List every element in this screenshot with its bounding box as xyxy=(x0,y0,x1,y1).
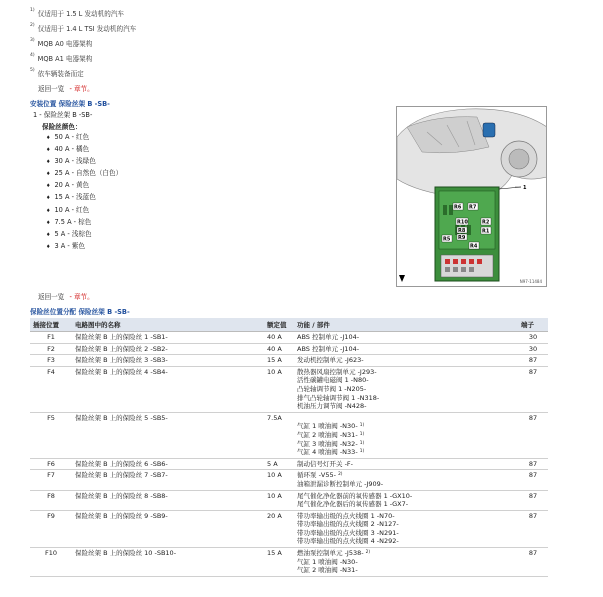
function-text: 尾气催化净化器前的氧传感器 1 -GX10- xyxy=(297,491,413,500)
cell-funcs xyxy=(294,366,518,412)
function-text: 尾气催化净化器后的氧传感器 1 -GX7- xyxy=(297,500,409,509)
function-line xyxy=(297,471,515,480)
cell-name: 保险丝架 B 上的保险丝 5 -SB5- xyxy=(72,412,264,458)
cell-rating: 40 A xyxy=(264,343,294,355)
function-text: 制动信号灯开关 -F- xyxy=(297,459,353,468)
cell-pos: F4 xyxy=(30,366,72,412)
back-to-overview-2 xyxy=(38,291,94,301)
function-text: 循环泵 -V55- xyxy=(297,471,336,480)
fuse-color-item: ♦ 50 A - 红色 xyxy=(46,132,122,144)
function-line xyxy=(297,333,515,342)
footnote-ref: 1) xyxy=(359,431,365,437)
cell-pos: F1 xyxy=(30,332,72,344)
cell-term: 87 xyxy=(518,548,548,577)
cell-rating: 15 A xyxy=(264,355,294,367)
function-line xyxy=(297,345,515,354)
cell-name: 保险丝架 B 上的保险丝 6 -SB6- xyxy=(72,458,264,470)
cell-funcs xyxy=(294,343,518,355)
function-text: 气缸 2 喷油阀 -N31- xyxy=(297,430,358,439)
function-line xyxy=(297,549,515,558)
table-row xyxy=(30,490,548,510)
function-text: ABS 控制单元 -J104- xyxy=(297,333,360,341)
function-text: 气缸 1 喷油阀 -N30- xyxy=(297,422,358,431)
cell-pos: F5 xyxy=(30,412,72,458)
function-line xyxy=(297,492,515,501)
fuse-color-item: ♦ 20 A - 黄色 xyxy=(46,180,122,192)
cell-term: 87 xyxy=(518,458,548,470)
table-row xyxy=(30,355,548,367)
cell-funcs xyxy=(294,332,518,344)
cell-pos: F6 xyxy=(30,458,72,470)
cell-term: 30 xyxy=(518,343,548,355)
function-text: 气缸 1 喷油阀 -N30- xyxy=(297,557,358,566)
function-text: 机油压力调节阀 -N428- xyxy=(297,402,367,411)
fuse-color-item: ♦ 10 A - 红色 xyxy=(46,205,122,217)
function-text: 散热器风扇控制单元 -J293- xyxy=(297,367,377,376)
cell-name: 保险丝架 B 上的保险丝 1 -SB1- xyxy=(72,332,264,344)
fuse-label-r5: R5 xyxy=(443,236,451,243)
cell-funcs xyxy=(294,470,518,490)
function-line xyxy=(297,422,515,431)
col-name: 电路图中的名称 xyxy=(72,318,264,332)
function-text: 燃油泵控制单元 -J538- xyxy=(297,549,364,558)
cell-rating: 10 A xyxy=(264,470,294,490)
cell-pos: F10 xyxy=(30,548,72,577)
fuse-label-r2: R2 xyxy=(482,219,490,226)
function-line xyxy=(297,500,515,509)
function-line xyxy=(297,566,515,575)
fuse-label-r7: R7 xyxy=(469,204,477,211)
function-line xyxy=(297,376,515,385)
table-row xyxy=(30,458,548,470)
cell-term: 87 xyxy=(518,470,548,490)
col-terminal: 端子 xyxy=(518,318,548,332)
footnote-4: $^{4)}$ MQB A1 电器架构 xyxy=(30,53,93,63)
cell-funcs xyxy=(294,510,518,547)
function-text: 排气凸轮轴调节阀 1 -N318- xyxy=(297,393,380,402)
function-text: 带功率输出级的点火线圈 4 -N292- xyxy=(297,537,399,546)
footnote-3: $^{3)}$ MQB A0 电器架构 xyxy=(30,38,93,48)
cell-name: 保险丝架 B 上的保险丝 2 -SB2- xyxy=(72,343,264,355)
footnote-ref: 2) xyxy=(338,472,343,478)
fuse-box-figure xyxy=(396,106,547,287)
fuse-color-item: ♦ 30 A - 浅绿色 xyxy=(46,156,122,168)
install-heading: 安装位置 保险丝架 B -SB- xyxy=(30,100,110,108)
fuse-label-r4: R4 xyxy=(470,243,478,250)
cell-pos: F8 xyxy=(30,490,72,510)
function-text: 带功率输出级的点火线圈 2 -N127- xyxy=(297,520,399,529)
install-sub-item: 1 - 保险丝架 B -SB- xyxy=(33,111,93,119)
fuse-color-item: ♦ 3 A - 紫色 xyxy=(46,241,122,253)
function-text: 带功率输出级的点火线圈 3 -N291- xyxy=(297,528,399,537)
function-line xyxy=(297,520,515,529)
function-line xyxy=(297,512,515,521)
fuse-color-list xyxy=(46,132,122,253)
function-line xyxy=(297,402,515,411)
function-text: 油箱泄漏诊断控制单元 -J909- xyxy=(297,479,384,488)
cell-name: 保险丝架 B 上的保险丝 3 -SB3- xyxy=(72,355,264,367)
cell-pos: F7 xyxy=(30,470,72,490)
cell-pos: F9 xyxy=(30,510,72,547)
function-line xyxy=(297,537,515,546)
function-text: 气缸 3 喷油阀 -N32- xyxy=(297,439,358,448)
distribution-heading: 保险丝位置分配 保险丝架 B -SB- xyxy=(30,308,130,316)
chapter-link[interactable]: - 章节。 xyxy=(69,85,94,93)
function-text: 凸轮轴调节阀 1 -N205- xyxy=(297,384,367,393)
cell-rating: 10 A xyxy=(264,366,294,412)
function-text: 气缸 4 喷油阀 -N33- xyxy=(297,448,358,457)
function-text: 气缸 2 喷油阀 -N31- xyxy=(297,566,358,575)
fuse-color-item: ♦ 25 A - 自然色（白色） xyxy=(46,168,122,180)
footnote-2: $^{2)}$ 仅适用于 1.4 L TSI 发动机的汽车 xyxy=(30,23,137,33)
cell-term: 87 xyxy=(518,510,548,547)
function-text: ABS 控制单元 -J104- xyxy=(297,344,360,353)
function-line xyxy=(297,356,515,365)
cell-name: 保险丝架 B 上的保险丝 4 -SB4- xyxy=(72,366,264,412)
table-header xyxy=(30,318,548,332)
cell-funcs xyxy=(294,355,518,367)
fuse-box-illustration xyxy=(397,107,547,287)
fuse-color-item: ♦ 15 A - 浅蓝色 xyxy=(46,192,122,204)
function-line xyxy=(297,460,515,469)
cell-pos: F3 xyxy=(30,355,72,367)
fuse-color-item: ♦ 40 A - 橘色 xyxy=(46,144,122,156)
fuse-label-r1: R1 xyxy=(482,228,490,235)
function-line xyxy=(297,385,515,394)
function-line xyxy=(297,480,515,489)
col-rating: 额定值 xyxy=(264,318,294,332)
cell-name: 保险丝架 B 上的保险丝 10 -SB10- xyxy=(72,548,264,577)
footnote-ref: 2) xyxy=(365,550,371,556)
cell-funcs xyxy=(294,412,518,458)
table-row xyxy=(30,343,548,355)
cell-term: 87 xyxy=(518,490,548,510)
footnote-ref: 1) xyxy=(359,449,365,455)
cell-rating: 40 A xyxy=(264,332,294,344)
footnote-5: $^{5)}$ 依车辆装备而定 xyxy=(30,68,84,78)
cell-rating: 15 A xyxy=(264,548,294,577)
function-line xyxy=(297,431,515,440)
function-line xyxy=(297,448,515,457)
function-text: 发动机控制单元 -J623- xyxy=(297,356,364,365)
footnote-1: $^{1)}$ 仅适用于 1.5 L 发动机的汽车 xyxy=(30,8,125,18)
cell-name: 保险丝架 B 上的保险丝 7 -SB7- xyxy=(72,470,264,490)
cell-rating: 20 A xyxy=(264,510,294,547)
col-position: 插接位置 xyxy=(30,318,72,332)
table-row xyxy=(30,412,548,458)
table-row xyxy=(30,332,548,344)
function-line xyxy=(297,558,515,567)
figure-callout: 1 xyxy=(523,185,527,191)
cell-rating: 7.5A xyxy=(264,412,294,458)
fuse-color-item: ♦ 5 A - 浅棕色 xyxy=(46,229,122,241)
cell-term: 30 xyxy=(518,332,548,344)
function-text: 带功率输出级的点火线圈 1 -N70- xyxy=(297,511,395,520)
fuse-label-r10: R10 xyxy=(457,219,468,226)
cell-term: 87 xyxy=(518,355,548,367)
function-line xyxy=(297,394,515,403)
cell-name: 保险丝架 B 上的保险丝 8 -SB8- xyxy=(72,490,264,510)
chapter-link[interactable]: - 章节。 xyxy=(69,293,94,301)
footnote-ref: 1) xyxy=(359,440,365,446)
fuse-color-item: ♦ 7.5 A - 棕色 xyxy=(46,217,122,229)
cell-term: 87 xyxy=(518,366,548,412)
cell-term: 87 xyxy=(518,412,548,458)
function-text: 活性碳罐电磁阀 1 -N80- xyxy=(297,376,369,385)
cell-name: 保险丝架 B 上的保险丝 9 -SB9- xyxy=(72,510,264,547)
cell-funcs xyxy=(294,458,518,470)
table-row xyxy=(30,366,548,412)
fuse-assignment-table xyxy=(30,318,548,577)
cell-rating: 5 A xyxy=(264,458,294,470)
cell-funcs xyxy=(294,490,518,510)
function-line xyxy=(297,440,515,449)
col-function: 功能 / 部件 xyxy=(294,318,518,332)
cell-funcs xyxy=(294,548,518,577)
table-row xyxy=(30,548,548,577)
footnote-ref: 1) xyxy=(359,423,365,429)
back-label: 返回一览 xyxy=(38,85,65,93)
back-to-overview xyxy=(38,83,94,93)
fuse-label-r6: R6 xyxy=(454,204,462,211)
back-label: 返回一览 xyxy=(38,293,65,301)
cell-pos: F2 xyxy=(30,343,72,355)
fuse-colors-heading: 保险丝颜色： xyxy=(42,123,82,131)
table-row xyxy=(30,510,548,547)
fuse-label-r9: R9 xyxy=(458,235,466,241)
fuse-label-r8: R8 xyxy=(458,228,466,234)
table-row xyxy=(30,470,548,490)
cell-rating: 10 A xyxy=(264,490,294,510)
figure-code: N97-11484 xyxy=(519,279,542,284)
